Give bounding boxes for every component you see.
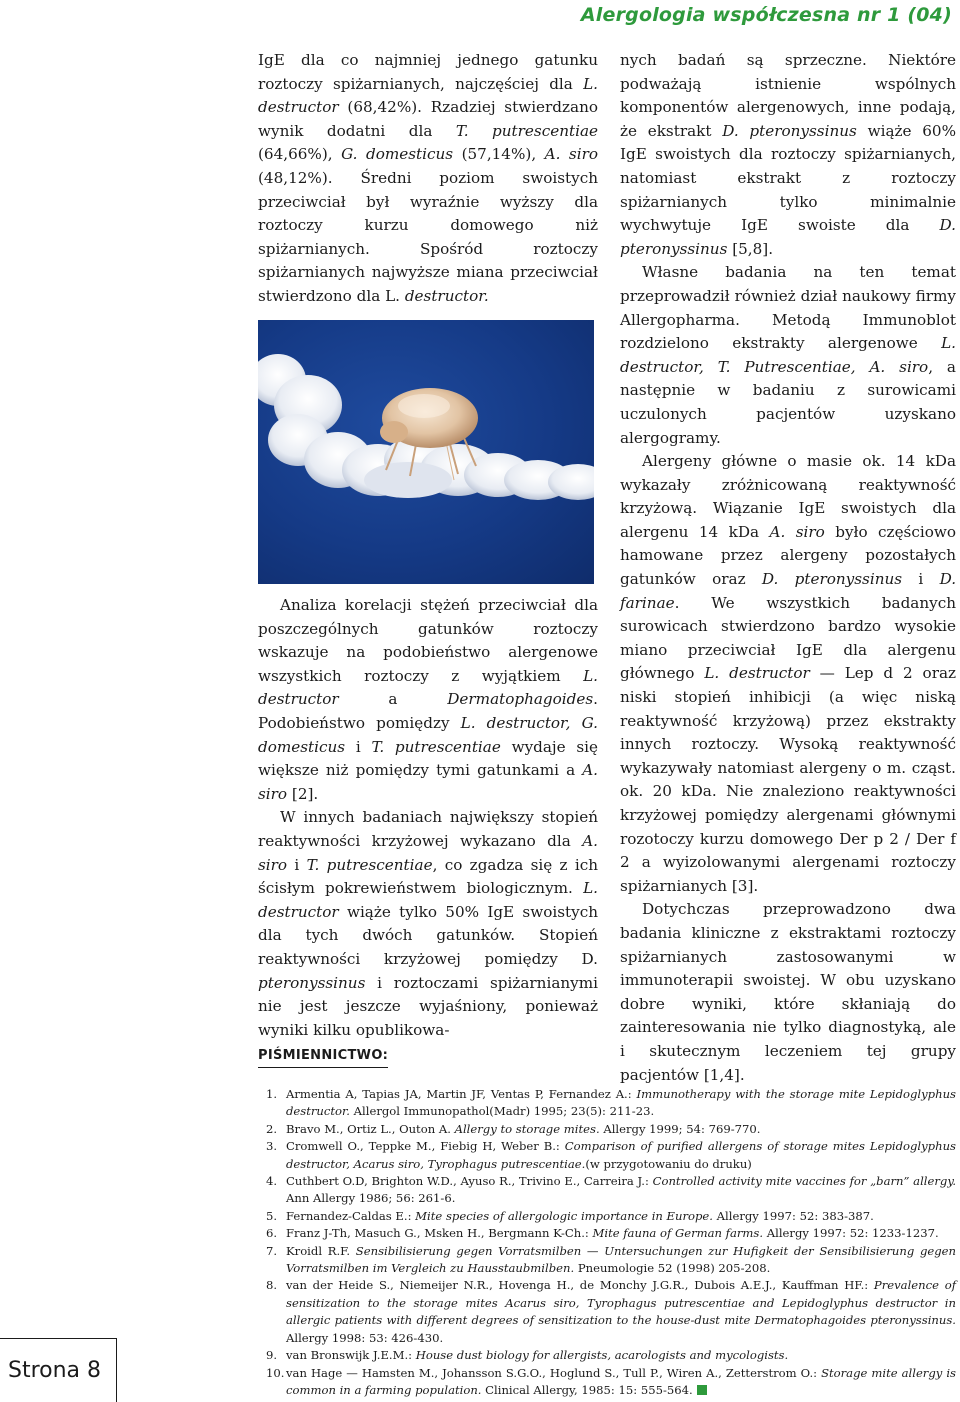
text-run: wiąże 60% IgE swoistych dla roztoczy spiżarnianych, natomiast ekstrakt z roztoczy spiżarnianych tylko minimalnie wychwytuje IgE swoiste dla	[620, 121, 956, 235]
italic-run: D. pteronyssinus	[620, 216, 956, 258]
reference-number: 3.	[266, 1139, 278, 1154]
italic-run: Dermatophagoides	[447, 690, 594, 709]
reference-item	[266, 1225, 956, 1242]
text-run: van der Heide S., Niemeijer N.R., Hovenga H., de Monchy J.G.R., Dubois A.E.J., Kauffman HF.:	[286, 1278, 874, 1293]
references-title-underline	[258, 1067, 388, 1068]
italic-run: Immunotherapy with the storage mite Lepidoglyphus destructor.	[286, 1087, 956, 1119]
text-run: Armentia A, Tapias JA, Martin JF, Ventas P, Fernandez A.:	[286, 1087, 637, 1101]
italic-run: Storage mite allergy is common in a farming population.	[286, 1365, 956, 1397]
text-run: Allergol Immunopathol(Madr) 1995; 23(5): 211-23.	[350, 1104, 655, 1119]
reference-item	[266, 1173, 956, 1208]
italic-run: A. siro	[258, 761, 598, 803]
text-run: Ann Allergy 1986; 56: 261-6.	[286, 1191, 456, 1206]
paragraph	[258, 49, 598, 309]
text-run: , a następnie w badaniu z surowicami uczulonych pacjentów uzyskano alergogramy.	[620, 357, 956, 447]
text-run: [5,8].	[727, 239, 774, 258]
references-list	[266, 1086, 956, 1399]
reference-item	[266, 1208, 956, 1225]
text-run: (64,66%),	[258, 145, 342, 164]
reference-item	[266, 1138, 956, 1173]
italic-run: D. farinae	[620, 570, 957, 612]
text-run: van Hage — Hamsten M., Johansson S.G.O., Hoglund S., Tull P., Wiren A., Zetterstrom O.:	[286, 1365, 822, 1380]
text-run: wydaje się większe niż pomiędzy tymi gatunkami a	[258, 737, 598, 780]
italic-run: L. destructor, G. domesticus	[258, 713, 599, 756]
text-run: i	[287, 855, 307, 874]
text-run: nych badań są sprzeczne. Niektóre podważają istnienie wspólnych komponentów alergenowych, inne podają, że ekstrakt	[620, 51, 956, 140]
text-run: Dotychczas przeprowadzono dwa badania kliniczne z ekstraktami roztoczy spiżarnianych zastosowanymi w immunoterapii swoistej. W obu uzyskano dobre wyniki, które skłaniają do zainteresowania nie tylko diagnostyką, ale i skutecznym leczeniem tej grupy pacjentów [1,4].	[620, 900, 956, 1084]
italic-run: L. destructor	[258, 879, 598, 921]
italic-run: L. destructor, T. Putrescentiae, A. siro	[620, 334, 956, 376]
text-run: Allergy 1998: 53: 426-430.	[286, 1330, 444, 1345]
mite-photograph	[258, 320, 594, 584]
paragraph	[620, 261, 956, 450]
text-run: Kroidl R.F.	[286, 1243, 356, 1258]
reference-number: 5.	[266, 1208, 278, 1223]
end-of-article-mark	[697, 1385, 707, 1395]
paragraph	[258, 806, 598, 1042]
references-title: PIŚMIENNICTWO:	[258, 1048, 389, 1063]
text-run: Allergy 1999; 54: 769-770.	[599, 1121, 761, 1136]
text-run: , co zgadza się z ich ścisłym pokrewieństwem biologicznym.	[258, 855, 599, 898]
italic-run: G. domesticus	[341, 145, 454, 164]
text-run: Fernandez-Caldas E.:	[286, 1208, 416, 1223]
text-run: van Bronswijk J.E.M.:	[286, 1348, 416, 1363]
left-column-top	[258, 49, 598, 309]
reference-number: 6.	[266, 1226, 278, 1241]
reference-item	[266, 1121, 956, 1138]
text-run: Analiza korelacji stężeń przeciwciał dla poszczególnych gatunków roztoczy wskazuje na podobieństwo alergenowe wszystkich roztoczy z wyjątkiem	[258, 596, 598, 685]
journal-header: Alergologia współczesna nr 1 (04)	[580, 4, 952, 26]
italic-run: L. destructor	[258, 74, 598, 117]
text-run: Bravo M., Ortiz L., Outon A.	[286, 1121, 455, 1136]
text-run: było częściowo hamowane przez alergeny pozostałych gatunków oraz	[620, 522, 956, 589]
text-run: Cromwell O., Teppke M., Fiebig H, Weber B.:	[286, 1139, 565, 1154]
italic-run: A. siro	[769, 522, 825, 541]
text-run: (w przygotowaniu do druku)	[585, 1156, 752, 1171]
reference-number: 7.	[266, 1243, 278, 1258]
reference-number: 1.	[266, 1087, 278, 1101]
text-run: Własne badania na ten temat przeprowadził również dział naukowy firmy Allergopharma. Metodą Immunoblot rozdzielono ekstrakty alergenowe	[620, 263, 956, 353]
italic-run: House dust biology for allergists, acarologists and mycologists.	[415, 1348, 789, 1363]
reference-item	[266, 1347, 956, 1364]
left-column-bottom	[258, 594, 598, 1042]
text-run: — Lep d 2 oraz niski stopień inhibicji (a więc niską reaktywność krzyżową) przez ekstrakty innych roztoczy. Wysoką reaktywność wykazywały natomiast alergeny o m. cząst. ok. 20 kDa. Nie znaleziono reaktywności krzyżowej pomiędzy alergenami głównymi rozotoczy kurzu domowego Der p 2 / Der f 2 a wyizolowanymi alergenami roztoczy spiżarnianych [3].	[620, 664, 957, 895]
italic-run: pteronyssinus	[258, 973, 366, 992]
italic-run: D. pteronyssinus	[761, 570, 903, 589]
text-run: . We wszystkich badanych surowicach stwierdzono bardzo wysokie miano przeciwciał IgE dla alergenu głównego	[620, 593, 956, 683]
reference-item	[266, 1086, 956, 1121]
reference-number: 4.	[266, 1174, 278, 1189]
page-number: Strona 8	[8, 1358, 102, 1383]
italic-run: D. pteronyssinus	[722, 121, 857, 140]
italic-run: Controlled activity mite vaccines for „barn” allergy.	[652, 1174, 957, 1189]
italic-run: L. destructor	[704, 664, 810, 683]
mite-on-fiber-illustration	[258, 320, 594, 584]
reference-number: 8.	[266, 1278, 278, 1293]
italic-run: A. siro	[258, 831, 598, 874]
reference-item	[266, 1243, 956, 1278]
italic-run: Prevalence of sensitization to the storage mites Acarus siro, Tyrophagus putrescentiae and Lepidoglyphus destructor in allergic patients with different degrees of sensitization to the house-dust mite Dermatophagoides pteronyssinus.	[286, 1278, 956, 1328]
text-run: Pneumologie 52 (1998) 205-208.	[574, 1261, 771, 1276]
paragraph	[620, 450, 956, 898]
text-run: wiąże tylko 50% IgE swoistych dla tych dwóch gatunków. Stopień reaktywności krzyżowej pomiędzy D.	[258, 902, 598, 968]
text-run: Cuthbert O.D, Brighton W.D., Ayuso R., Trivino E., Carreira J.:	[286, 1174, 653, 1189]
text-run: i	[345, 737, 372, 756]
italic-run: Sensibilisierung gegen Vorratsmilben — Untersuchungen zur Hufigkeit der Sensibilisierung gegen Vorratsmilben im Vergleich zu Hausstaubmilben.	[286, 1243, 956, 1276]
italic-run: T. putrescentiae	[306, 855, 433, 874]
reference-item	[266, 1365, 956, 1400]
italic-run: Mite species of allergologic importance in Europe.	[415, 1208, 713, 1223]
text-run: [2].	[287, 784, 319, 803]
right-column	[620, 49, 956, 1087]
paragraph	[620, 49, 956, 261]
text-run: i	[902, 570, 940, 589]
reference-number: 2.	[266, 1121, 278, 1136]
text-run: . Podobieństwo pomiędzy	[258, 690, 598, 732]
text-run: W innych badaniach największy stopień reaktywności krzyżowej wykazano dla	[258, 808, 598, 850]
text-run: Allergy 1997: 52: 1233-1237.	[763, 1226, 939, 1241]
reference-item	[266, 1277, 956, 1347]
italic-run: Mite fauna of German farms.	[592, 1226, 764, 1241]
reference-number: 10.	[266, 1365, 285, 1380]
text-run: i roztoczami spiżarnianymi nie jest jeszcze wyjaśniony, ponieważ wyniki kilku opublikowa-	[258, 973, 598, 1039]
italic-run: L. destructor	[258, 666, 598, 709]
text-run: IgE dla co najmniej jednego gatunku roztoczy spiżarnianych, najczęściej dla	[258, 51, 598, 93]
text-run: Clinical Allergy, 1985: 15: 555-564.	[481, 1382, 693, 1397]
italic-run: T. putrescentiae	[371, 737, 501, 756]
text-run: Alergeny główne o masie ok. 14 kDa wykazały zróżnicowaną reaktywność krzyżową. Wiązanie IgE swoistych dla alergenu 14 kDa	[620, 452, 956, 541]
reference-number: 9.	[266, 1348, 278, 1363]
text-run: Allergy 1997: 52: 383-387.	[712, 1208, 874, 1223]
paragraph	[258, 594, 598, 806]
text-run: (68,42%). Rzadziej stwierdzano wynik dodatni dla	[258, 98, 598, 140]
text-run: a	[338, 690, 448, 709]
text-run: (57,14%),	[453, 145, 545, 164]
text-run: (48,12%). Średni poziom swoistych przeciwciał był wyraźnie wyższy dla roztoczy kurzu domowego niż spiżarnianych. Spośród roztoczy spiżarnianych najwyższe miana przeciwciał stwierdzono dla L.	[258, 168, 598, 305]
italic-run: T. putrescentiae	[455, 121, 598, 140]
italic-run: destructor.	[404, 286, 489, 305]
text-run: Franz J-Th, Masuch G., Msken H., Bergmann K-Ch.:	[286, 1226, 593, 1241]
italic-run: A. siro	[544, 145, 598, 164]
paragraph	[620, 898, 956, 1087]
italic-run: Comparison of purified allergens of storage mites Lepidoglyphus destructor, Acarus siro, Tyrophagus putrescentiae.	[286, 1139, 956, 1171]
italic-run: Allergy to storage mites.	[454, 1121, 600, 1136]
